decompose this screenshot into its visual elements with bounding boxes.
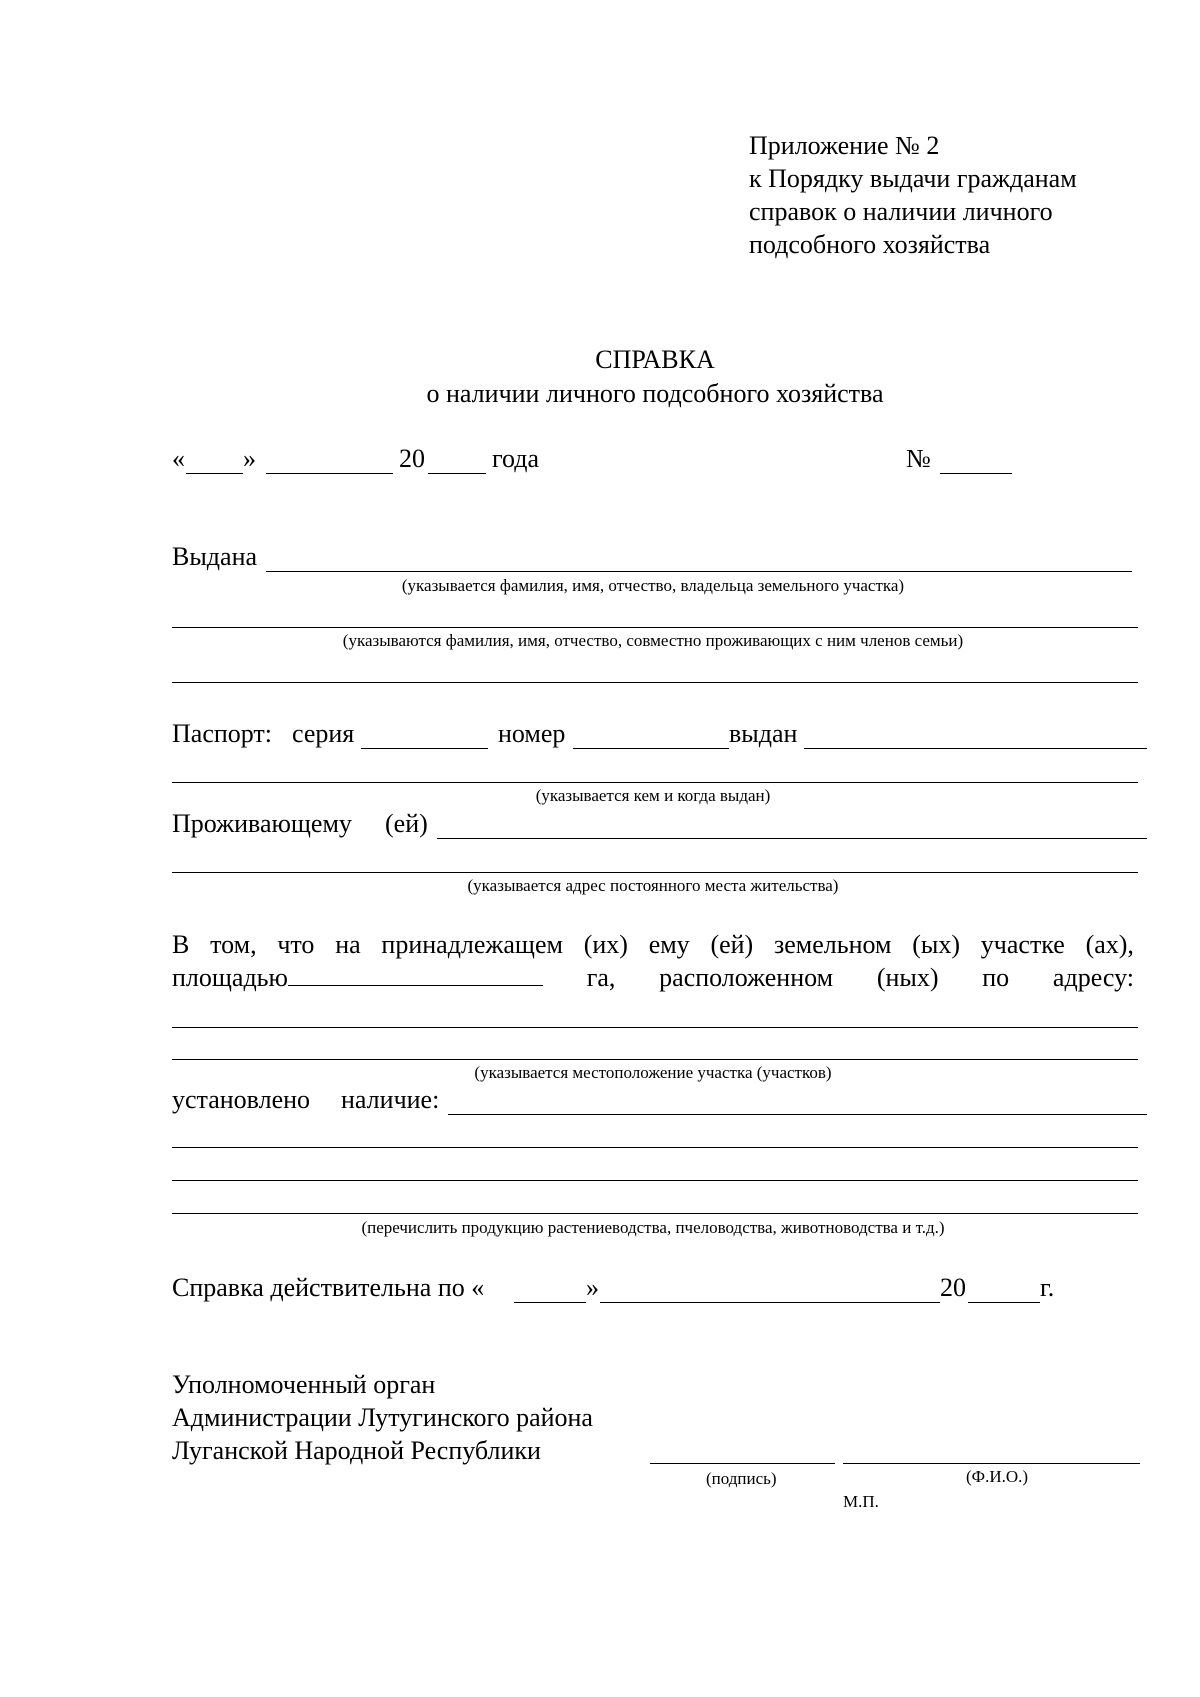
validity-day-field[interactable] [514,1302,586,1303]
passport-series-field[interactable] [361,748,488,749]
date-month-field[interactable] [266,473,393,474]
land-location-field-2[interactable] [172,1059,1138,1060]
passport-issued-label: выдан [729,719,798,748]
validity-month-field[interactable] [600,1302,940,1303]
land-statement-line-2: площадью га, расположенном (ных) по адресу: [172,963,1134,992]
date-open-quote: « [172,444,185,473]
residence-suffix: (ей) [385,809,428,838]
appendix-line-4: подсобного хозяйства [749,230,991,259]
residence-address-field[interactable] [437,838,1147,839]
passport-issuer-hint: (указывается кем и когда выдан) [535,786,771,805]
products-field-4[interactable] [172,1213,1138,1214]
land-location-hint: (указывается местоположение участка (участков) [474,1063,832,1082]
full-name-hint: (Ф.И.О.) [966,1467,1029,1486]
validity-close-quote: » [586,1273,599,1302]
date-close-quote: » [243,444,256,473]
document-title: СПРАВКА [595,345,715,374]
authority-line-2: Администрации Лутугинского района [172,1403,593,1432]
land-statement-line-1: В том, что на принадлежащем (их) ему (ей) земельном (ых) участке (ах), [172,930,1134,959]
validity-label: Справка действительна по « [172,1273,485,1302]
appendix-line-2: к Порядку выдачи гражданам [749,164,1077,193]
land-area-field[interactable] [288,963,543,986]
validity-year-prefix: 20 [940,1273,966,1302]
land-location-field[interactable] [172,1027,1138,1028]
date-day-field[interactable] [186,473,243,474]
validity-year-field[interactable] [968,1302,1040,1303]
passport-label: Паспорт: [172,719,273,748]
residence-label: Проживающему [172,809,352,838]
full-name-field[interactable] [843,1463,1140,1464]
owner-name-field[interactable] [266,571,1132,572]
signature-field[interactable] [650,1463,835,1464]
passport-issued-field[interactable] [804,748,1147,749]
land-area-label: площадью [172,963,288,992]
date-year-field[interactable] [428,473,486,474]
appendix-line-3: справок о наличии личного [749,197,1053,226]
products-field[interactable] [448,1114,1147,1115]
date-year-word: года [492,444,540,473]
signature-hint: (подпись) [706,1469,777,1488]
passport-number-label: номер [498,719,566,748]
authority-line-3: Луганской Народной Республики [172,1436,541,1465]
document-subtitle: о наличии личного подсобного хозяйства [426,379,884,408]
family-members-field-2[interactable] [172,682,1138,683]
passport-issuer-field[interactable] [172,782,1138,783]
residence-address-field-2[interactable] [172,872,1138,873]
issued-label: Выдана [172,542,258,571]
passport-series-label: серия [292,719,355,748]
validity-year-suffix: г. [1040,1273,1055,1302]
stamp-place-label: М.П. [843,1492,879,1511]
date-year-prefix: 20 [399,444,425,473]
passport-number-field[interactable] [573,748,729,749]
products-field-3[interactable] [172,1180,1138,1181]
family-members-field[interactable] [172,627,1138,628]
established-label-2: наличие: [341,1085,440,1114]
products-field-2[interactable] [172,1147,1138,1148]
established-label: установлено [172,1085,311,1114]
products-hint: (перечислить продукцию растениеводства, пчеловодства, животноводства и т.д.) [361,1218,945,1237]
number-sign: № [906,444,931,473]
family-members-hint: (указываются фамилия, имя, отчество, совместно проживающих с ним членов семьи) [342,631,964,650]
residence-address-hint: (указывается адрес постоянного места жительства) [467,876,839,895]
appendix-line-1: Приложение № 2 [749,131,940,160]
authority-line-1: Уполномоченный орган [172,1370,436,1399]
document-number-field[interactable] [940,473,1012,474]
owner-name-hint: (указывается фамилия, имя, отчество, владельца земельного участка) [401,576,905,595]
